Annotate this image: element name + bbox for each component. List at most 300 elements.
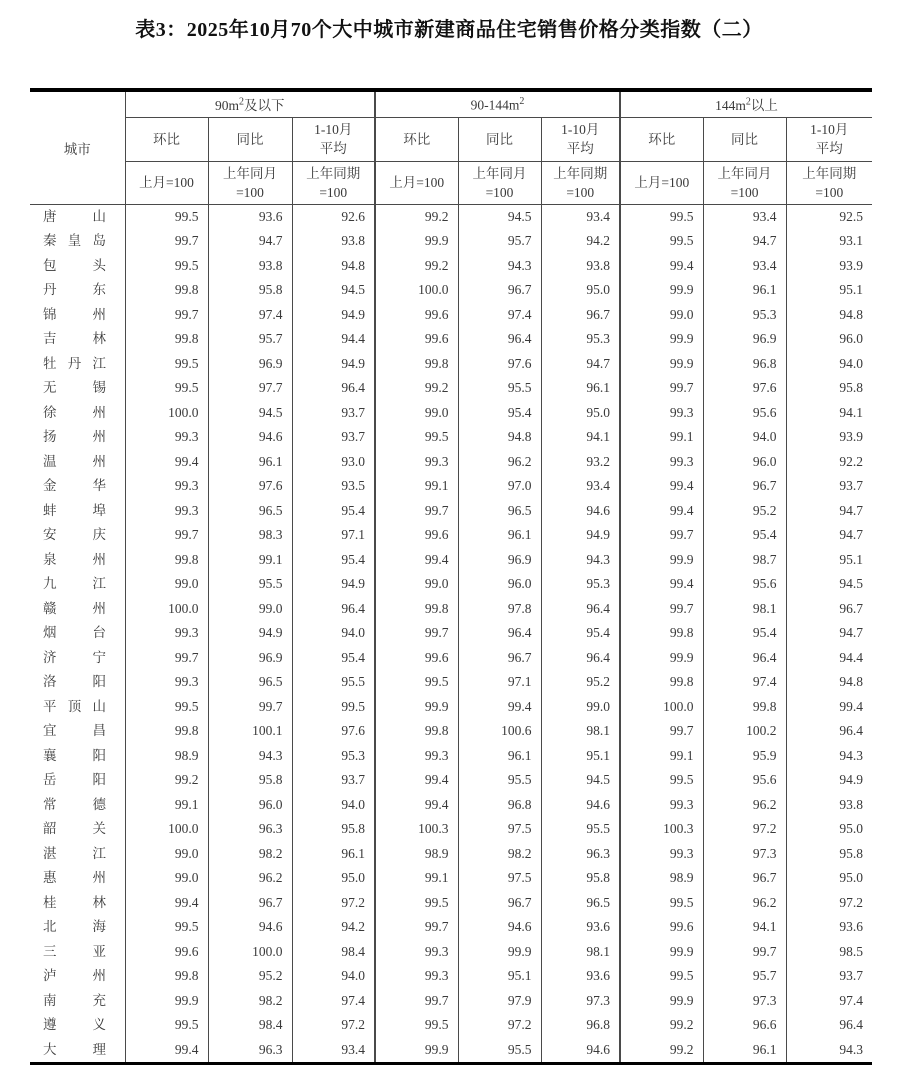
city-name: 遵义 (43, 1017, 106, 1032)
table-row (30, 548, 872, 573)
table-row (30, 474, 872, 499)
city-name: 岳阳 (43, 772, 106, 787)
value-cell: 99.1 (375, 866, 458, 891)
value-cell: 95.0 (292, 866, 375, 891)
value-cell: 93.6 (786, 915, 872, 940)
value-cell: 99.7 (620, 597, 703, 622)
value-cell: 98.1 (703, 597, 786, 622)
value-cell: 99.5 (375, 891, 458, 916)
value-cell: 95.1 (786, 548, 872, 573)
value-cell: 96.8 (458, 793, 541, 818)
value-cell: 98.7 (703, 548, 786, 573)
city-name: 安庆 (43, 527, 106, 542)
table-row (30, 204, 872, 229)
value-cell: 99.5 (620, 229, 703, 254)
value-cell: 99.7 (375, 621, 458, 646)
city-name: 湛江 (43, 845, 106, 861)
metric-label: 平均 (566, 141, 594, 156)
value-cell: 93.6 (541, 915, 620, 940)
value-cell: 95.3 (541, 327, 620, 352)
value-cell: 99.9 (620, 646, 703, 671)
value-cell: 93.4 (541, 204, 620, 229)
sub-label: 上月=100 (139, 175, 194, 190)
value-cell: 99.5 (125, 204, 208, 229)
sub-label: =100 (815, 184, 844, 200)
value-cell: 97.4 (703, 670, 786, 695)
value-cell: 96.3 (541, 842, 620, 867)
value-cell: 99.3 (375, 940, 458, 965)
value-cell: 96.2 (703, 891, 786, 916)
metric-label: 环比 (403, 131, 431, 147)
value-cell: 95.4 (292, 548, 375, 573)
value-cell: 99.1 (375, 474, 458, 499)
value-cell: 93.7 (292, 425, 375, 450)
value-cell: 99.4 (620, 254, 703, 279)
group-header-over144 (620, 90, 872, 117)
sub-header (208, 161, 292, 204)
value-cell: 99.5 (125, 254, 208, 279)
city-cell (30, 401, 125, 426)
value-cell: 99.4 (620, 499, 703, 524)
value-cell: 97.5 (458, 817, 541, 842)
value-cell: 99.0 (541, 695, 620, 720)
value-cell: 99.9 (375, 229, 458, 254)
value-cell: 93.8 (541, 254, 620, 279)
table-row (30, 450, 872, 475)
value-cell: 94.3 (786, 1038, 872, 1064)
city-name: 温州 (43, 453, 106, 469)
city-name: 蚌埠 (43, 502, 106, 518)
value-cell: 96.7 (703, 474, 786, 499)
value-cell: 99.7 (375, 499, 458, 524)
value-cell: 93.7 (786, 964, 872, 989)
value-cell: 96.8 (541, 1013, 620, 1038)
value-cell: 99.6 (620, 915, 703, 940)
value-cell: 94.6 (208, 425, 292, 450)
value-cell: 99.7 (375, 989, 458, 1014)
value-cell: 99.5 (620, 768, 703, 793)
table-row (30, 964, 872, 989)
city-cell (30, 499, 125, 524)
value-cell: 99.2 (375, 204, 458, 229)
value-cell: 96.4 (541, 597, 620, 622)
value-cell: 96.1 (458, 744, 541, 769)
value-cell: 99.9 (620, 278, 703, 303)
group-header-90to144 (375, 90, 620, 117)
value-cell: 99.8 (620, 670, 703, 695)
value-cell: 94.7 (208, 229, 292, 254)
table-row (30, 523, 872, 548)
city-cell (30, 352, 125, 377)
value-cell: 94.1 (703, 915, 786, 940)
value-cell: 99.4 (786, 695, 872, 720)
sub-label: =100 (236, 184, 264, 200)
value-cell: 97.2 (703, 817, 786, 842)
value-cell: 96.2 (458, 450, 541, 475)
value-cell: 96.4 (458, 327, 541, 352)
value-cell: 95.5 (208, 572, 292, 597)
value-cell: 97.1 (292, 523, 375, 548)
city-name: 常德 (43, 796, 106, 812)
metric-label: 1-10月 (810, 122, 849, 137)
metric-label: 环比 (153, 131, 180, 147)
city-name: 泸州 (43, 968, 106, 983)
value-cell: 94.5 (458, 204, 541, 229)
city-name: 无锡 (43, 380, 106, 395)
value-cell: 96.7 (541, 303, 620, 328)
value-cell: 95.4 (292, 646, 375, 671)
table-row (30, 695, 872, 720)
value-cell: 93.4 (703, 254, 786, 279)
value-cell: 96.5 (208, 499, 292, 524)
table-row (30, 572, 872, 597)
value-cell: 100.0 (620, 695, 703, 720)
value-cell: 97.2 (292, 891, 375, 916)
city-name: 徐州 (43, 404, 106, 420)
value-cell: 96.6 (703, 1013, 786, 1038)
value-cell: 93.4 (292, 1038, 375, 1064)
value-cell: 97.7 (208, 376, 292, 401)
table-row (30, 229, 872, 254)
city-cell (30, 204, 125, 229)
value-cell: 99.3 (620, 450, 703, 475)
sub-label: 上年同月 (472, 165, 527, 181)
sub-header (375, 161, 458, 204)
value-cell: 99.4 (375, 793, 458, 818)
value-cell: 94.5 (786, 572, 872, 597)
value-cell: 97.4 (208, 303, 292, 328)
sub-label: =100 (319, 184, 348, 200)
city-cell (30, 964, 125, 989)
group-header-row (30, 90, 872, 117)
value-cell: 96.1 (541, 376, 620, 401)
city-name: 济宁 (43, 649, 106, 665)
value-cell: 99.5 (125, 1013, 208, 1038)
value-cell: 94.3 (541, 548, 620, 573)
value-cell: 94.0 (292, 964, 375, 989)
table-row (30, 719, 872, 744)
value-cell: 93.4 (703, 204, 786, 229)
value-cell: 99.8 (375, 352, 458, 377)
city-cell (30, 327, 125, 352)
table-row (30, 793, 872, 818)
city-cell (30, 278, 125, 303)
value-cell: 99.9 (620, 352, 703, 377)
value-cell: 99.6 (375, 303, 458, 328)
value-cell: 100.0 (125, 597, 208, 622)
value-cell: 94.4 (786, 646, 872, 671)
value-cell: 98.9 (375, 842, 458, 867)
value-cell: 99.3 (125, 499, 208, 524)
housing-price-table (30, 88, 872, 1065)
value-cell: 95.5 (541, 817, 620, 842)
value-cell: 97.3 (703, 842, 786, 867)
value-cell: 99.8 (125, 719, 208, 744)
value-cell: 95.0 (786, 817, 872, 842)
table-row (30, 376, 872, 401)
city-name: 大理 (43, 1041, 106, 1057)
city-name: 南充 (43, 992, 106, 1008)
value-cell: 98.4 (292, 940, 375, 965)
value-cell: 99.7 (620, 523, 703, 548)
table-row (30, 278, 872, 303)
value-cell: 95.4 (541, 621, 620, 646)
value-cell: 96.1 (458, 523, 541, 548)
value-cell: 99.5 (292, 695, 375, 720)
table-row (30, 621, 872, 646)
value-cell: 95.8 (786, 842, 872, 867)
city-name: 惠州 (43, 870, 106, 885)
value-cell: 94.9 (541, 523, 620, 548)
city-name: 赣州 (43, 600, 106, 616)
metric-label: 平均 (815, 141, 843, 156)
value-cell: 99.9 (375, 695, 458, 720)
value-cell: 96.0 (786, 327, 872, 352)
value-cell: 94.5 (208, 401, 292, 426)
value-cell: 94.0 (292, 793, 375, 818)
city-name: 平顶山 (43, 698, 106, 714)
value-cell: 99.7 (703, 940, 786, 965)
city-name: 襄阳 (43, 747, 106, 763)
value-cell: 95.8 (208, 768, 292, 793)
value-cell: 94.5 (292, 278, 375, 303)
value-cell: 93.1 (786, 229, 872, 254)
value-cell: 94.3 (786, 744, 872, 769)
metric-label: 同比 (236, 131, 264, 147)
city-cell (30, 1038, 125, 1064)
city-cell (30, 940, 125, 965)
value-cell: 95.2 (208, 964, 292, 989)
value-cell: 96.1 (703, 1038, 786, 1064)
city-cell (30, 523, 125, 548)
value-cell: 99.4 (125, 891, 208, 916)
value-cell: 93.8 (292, 229, 375, 254)
value-cell: 95.6 (703, 768, 786, 793)
value-cell: 96.3 (208, 1038, 292, 1064)
sub-label: =100 (730, 184, 759, 200)
city-cell (30, 572, 125, 597)
value-cell: 95.5 (458, 768, 541, 793)
table-row (30, 768, 872, 793)
city-name: 九江 (43, 576, 106, 591)
metric-header (458, 117, 541, 161)
value-cell: 95.9 (703, 744, 786, 769)
value-cell: 99.3 (125, 425, 208, 450)
value-cell: 94.2 (292, 915, 375, 940)
value-cell: 98.9 (620, 866, 703, 891)
value-cell: 99.8 (125, 278, 208, 303)
city-cell (30, 719, 125, 744)
sub-label: 上年同期 (306, 165, 361, 181)
value-cell: 97.6 (458, 352, 541, 377)
value-cell: 95.2 (703, 499, 786, 524)
value-cell: 94.1 (786, 401, 872, 426)
sub-label: =100 (485, 184, 514, 200)
value-cell: 100.0 (125, 401, 208, 426)
group-label: 90-144m (470, 97, 520, 112)
value-cell: 94.6 (541, 1038, 620, 1064)
city-cell (30, 670, 125, 695)
sub-label: 上年同期 (802, 165, 857, 181)
value-cell: 96.7 (786, 597, 872, 622)
value-cell: 95.5 (458, 376, 541, 401)
value-cell: 99.2 (375, 254, 458, 279)
value-cell: 94.7 (703, 229, 786, 254)
table-row (30, 646, 872, 671)
value-cell: 99.5 (375, 670, 458, 695)
value-cell: 94.9 (292, 352, 375, 377)
city-cell (30, 548, 125, 573)
metric-row (30, 117, 872, 161)
value-cell: 95.1 (541, 744, 620, 769)
value-cell: 99.7 (375, 915, 458, 940)
value-cell: 96.5 (458, 499, 541, 524)
value-cell: 97.2 (292, 1013, 375, 1038)
value-cell: 99.3 (125, 474, 208, 499)
value-cell: 94.9 (786, 768, 872, 793)
group-label: 90m (214, 98, 239, 114)
value-cell: 93.9 (786, 425, 872, 450)
value-cell: 94.1 (541, 425, 620, 450)
metric-label: 1-10月 (314, 122, 353, 137)
value-cell: 99.4 (125, 1038, 208, 1064)
value-cell: 96.9 (208, 646, 292, 671)
value-cell: 96.2 (703, 793, 786, 818)
city-cell (30, 817, 125, 842)
value-cell: 95.3 (541, 572, 620, 597)
value-cell: 94.6 (541, 499, 620, 524)
table-row (30, 1038, 872, 1064)
value-cell: 98.3 (208, 523, 292, 548)
value-cell: 96.4 (541, 646, 620, 671)
value-cell: 99.5 (620, 891, 703, 916)
table-row (30, 940, 872, 965)
value-cell: 95.0 (541, 401, 620, 426)
value-cell: 95.4 (458, 401, 541, 426)
value-cell: 99.2 (620, 1038, 703, 1064)
value-cell: 95.1 (458, 964, 541, 989)
table-row (30, 1013, 872, 1038)
value-cell: 95.8 (541, 866, 620, 891)
city-name: 秦皇岛 (43, 233, 106, 248)
city-column-header: 城市 (30, 90, 125, 204)
value-cell: 95.6 (703, 401, 786, 426)
value-cell: 99.9 (620, 989, 703, 1014)
city-name: 金华 (43, 478, 106, 493)
value-cell: 99.7 (620, 376, 703, 401)
sub-header (458, 161, 541, 204)
value-cell: 99.2 (375, 376, 458, 401)
metric-label: 环比 (648, 131, 676, 147)
value-cell: 98.9 (125, 744, 208, 769)
value-cell: 95.7 (703, 964, 786, 989)
value-cell: 93.8 (208, 254, 292, 279)
city-cell (30, 597, 125, 622)
metric-label: 1-10月 (561, 122, 600, 137)
table-row (30, 425, 872, 450)
value-cell: 95.0 (541, 278, 620, 303)
value-cell: 94.7 (786, 499, 872, 524)
value-cell: 96.7 (208, 891, 292, 916)
city-cell (30, 254, 125, 279)
value-cell: 96.2 (208, 866, 292, 891)
value-cell: 99.0 (375, 401, 458, 426)
city-cell (30, 646, 125, 671)
value-cell: 99.4 (375, 768, 458, 793)
value-cell: 99.3 (125, 621, 208, 646)
value-cell: 99.8 (620, 621, 703, 646)
value-cell: 99.5 (620, 204, 703, 229)
value-cell: 99.5 (125, 376, 208, 401)
city-cell (30, 866, 125, 891)
superscript: 2 (519, 95, 525, 107)
value-cell: 96.4 (292, 597, 375, 622)
value-cell: 99.0 (620, 303, 703, 328)
sub-header (786, 161, 872, 204)
value-cell: 95.4 (703, 523, 786, 548)
value-cell: 96.9 (458, 548, 541, 573)
superscript: 2 (745, 96, 751, 108)
sub-header (292, 161, 375, 204)
city-name: 宜昌 (43, 723, 106, 738)
value-cell: 95.8 (292, 817, 375, 842)
table-row (30, 254, 872, 279)
metric-header (620, 117, 703, 161)
table-row (30, 352, 872, 377)
value-cell: 99.6 (375, 523, 458, 548)
value-cell: 97.6 (208, 474, 292, 499)
value-cell: 94.9 (292, 303, 375, 328)
value-cell: 98.1 (541, 719, 620, 744)
sub-label: =100 (566, 184, 595, 200)
city-name: 唐山 (43, 208, 106, 224)
city-cell (30, 768, 125, 793)
value-cell: 100.0 (208, 940, 292, 965)
value-cell: 99.8 (125, 327, 208, 352)
value-cell: 95.8 (208, 278, 292, 303)
metric-header (208, 117, 292, 161)
table-row (30, 842, 872, 867)
sub-label: 上月=100 (634, 175, 690, 190)
table-row (30, 499, 872, 524)
value-cell: 94.7 (541, 352, 620, 377)
value-cell: 97.2 (458, 1013, 541, 1038)
city-name: 三亚 (43, 943, 106, 959)
value-cell: 96.9 (208, 352, 292, 377)
value-cell: 97.3 (703, 989, 786, 1014)
value-cell: 96.3 (208, 817, 292, 842)
value-cell: 95.7 (208, 327, 292, 352)
value-cell: 99.3 (125, 670, 208, 695)
value-cell: 99.6 (125, 940, 208, 965)
value-cell: 93.7 (292, 401, 375, 426)
value-cell: 95.5 (292, 670, 375, 695)
table-row (30, 597, 872, 622)
value-cell: 94.3 (458, 254, 541, 279)
city-name: 桂林 (43, 894, 106, 910)
value-cell: 96.4 (703, 646, 786, 671)
value-cell: 94.6 (541, 793, 620, 818)
value-cell: 99.8 (125, 964, 208, 989)
value-cell: 96.1 (208, 450, 292, 475)
value-cell: 98.5 (786, 940, 872, 965)
value-cell: 93.7 (292, 768, 375, 793)
metric-header (375, 117, 458, 161)
city-name: 包头 (43, 257, 106, 273)
city-cell (30, 229, 125, 254)
value-cell: 99.3 (620, 793, 703, 818)
metric-header (786, 117, 872, 161)
